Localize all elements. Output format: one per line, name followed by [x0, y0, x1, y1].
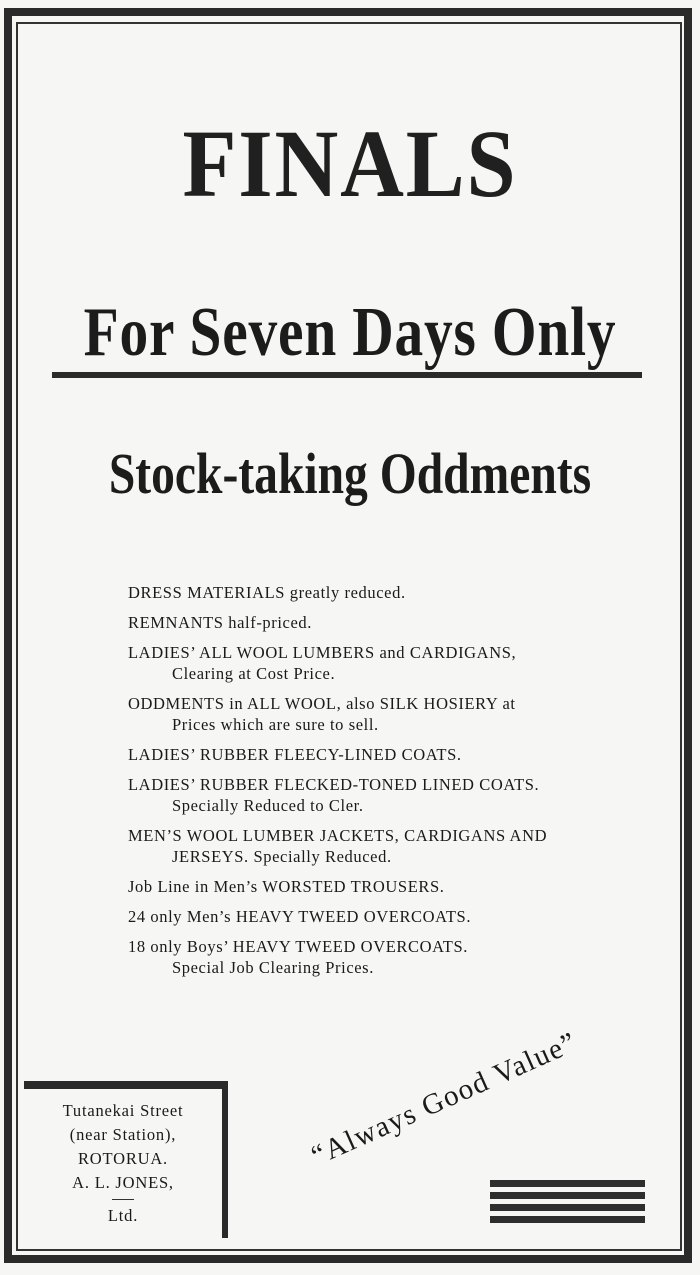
- address-street: Tutanekai Street: [62, 1101, 184, 1120]
- bar: [490, 1180, 645, 1187]
- item-sub: Special Job Clearing Prices.: [172, 958, 374, 977]
- address-city: ROTORUA.: [78, 1149, 168, 1168]
- items-list: [128, 582, 653, 987]
- address-ltd: Ltd.: [107, 1206, 139, 1225]
- list-item: [128, 642, 653, 684]
- item-main: 24 only Men’s HEAVY TWEED OVERCOATS.: [128, 907, 472, 926]
- list-item: [128, 612, 653, 633]
- list-item: [128, 936, 653, 978]
- item-main: Job Line in Men’s WORSTED TROUSERS.: [128, 877, 445, 896]
- address-near: (near Station),: [69, 1125, 177, 1144]
- item-main: MEN’S WOOL LUMBER JACKETS, CARDIGANS AND: [128, 826, 548, 845]
- item-main: LADIES’ RUBBER FLECKED-TONED LINED COATS.: [128, 775, 540, 794]
- bar: [490, 1204, 645, 1211]
- headline-rule: [52, 372, 642, 378]
- list-item: [128, 906, 653, 927]
- item-main: ODDMENTS in ALL WOOL, also SILK HOSIERY at: [128, 694, 516, 713]
- list-item: [128, 774, 653, 816]
- item-main: LADIES’ RUBBER FLEECY-LINED COATS.: [128, 745, 462, 764]
- headline-finals: FINALS: [182, 110, 518, 217]
- list-item: [128, 825, 653, 867]
- bar: [490, 1192, 645, 1199]
- item-sub: JERSEYS. Specially Reduced.: [172, 847, 392, 866]
- bar: [490, 1216, 645, 1223]
- address-box: [24, 1081, 228, 1238]
- list-item: [128, 693, 653, 735]
- item-sub: Specially Reduced to Cler.: [172, 796, 364, 815]
- item-sub: Prices which are sure to sell.: [172, 715, 379, 734]
- list-item: [128, 744, 653, 765]
- item-main: REMNANTS half-priced.: [128, 613, 312, 632]
- address-dash: [112, 1199, 134, 1200]
- item-main: 18 only Boys’ HEAVY TWEED OVERCOATS.: [128, 937, 468, 956]
- list-item: [128, 876, 653, 897]
- item-main: DRESS MATERIALS greatly reduced.: [128, 583, 406, 602]
- slogan: “Always Good Value”: [306, 1025, 583, 1173]
- decorative-bars: [490, 1180, 645, 1228]
- list-item: [128, 582, 653, 603]
- item-main: LADIES’ ALL WOOL LUMBERS and CARDIGANS,: [128, 643, 517, 662]
- subheadline-seven-days: For Seven Days Only: [83, 294, 617, 371]
- address-name: A. L. JONES,: [72, 1173, 174, 1192]
- item-sub: Clearing at Cost Price.: [172, 664, 336, 683]
- section-title: Stock-taking Oddments: [108, 441, 592, 506]
